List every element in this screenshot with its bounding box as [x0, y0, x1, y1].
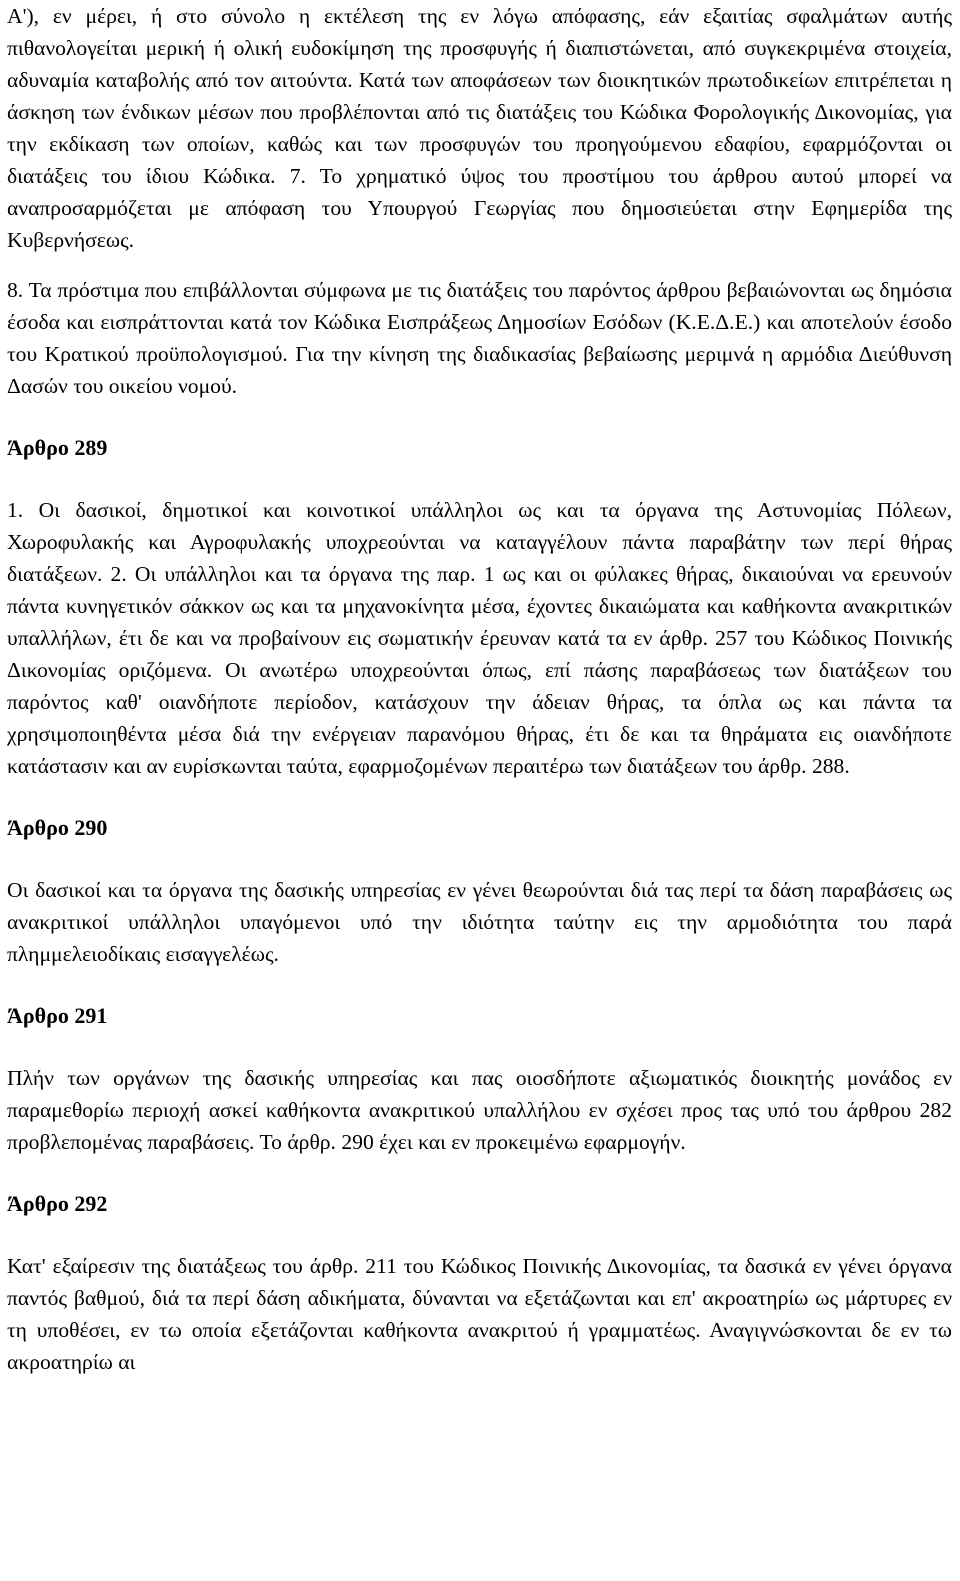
paragraph-article-288-par-8: 8. Τα πρόστιμα που επιβάλλονται σύμφωνα με τις διατάξεις του παρόντος άρθρου βεβαιώνονται ως δημόσια έσοδα και εισπράττονται κατά τον Κώδικα Εισπράξεως Δημοσίων Εσόδων (Κ.Ε.Δ.Ε.) και αποτελούν έσοδο του Κρατικού προϋπολογισμού. Για την κίνηση της διαδικασίας βεβαίωσης μεριμνά η αρμόδια Διεύθυνση Δασών του οικείου νομού.	[7, 278, 952, 398]
spacer	[7, 256, 952, 274]
paragraph-article-289: 1. Οι δασικοί, δημοτικοί και κοινοτικοί υπάλληλοι ως και τα όργανα της Αστυνομίας Πόλεων, Χωροφυλακής και Αγροφυλακής υποχρεούνται να καταγγέλουν πάντα παραβάτην των περί θήρας διατάξεων. 2. Οι υπάλληλοι και τα όργανα της παρ. 1 ως και οι φύλακες θήρας, δικαιούναι να ερευνούν πάντα κυνηγετικόν σάκκον ως και τα μηχανοκίνητα μέσα, έχοντες δικαιώματα και καθήκοντα ανακριτικών υπαλλήλων, έτι δε και να προβαίνουν εις σωματικήν έρευναν κατά τα εν άρθρ. 257 του Κώδικος Ποινικής Δικονομίας οριζόμενα. Οι ανωτέρω υποχρεούνται όπως, επί πάσης παραβάσεως των διατάξεων του παρόντος καθ' οιανδήποτε περίοδον, κατάσχουν την άδειαν θήρας, τα όπλα ως και πάντα τα χρησιμοποιηθέντα μέσα διά την ενέργειαν παρανόμου θήρας, έτι δε και τα θηράματα εις οιανδήποτε κατάστασιν και αν ευρίσκωνται ταύτα, εφαρμοζομένων περαιτέρω των διατάξεων του άρθρ. 288.	[7, 498, 952, 778]
paragraph-article-291: Πλήν των οργάνων της δασικής υπηρεσίας και πας οιοσδήποτε αξιωματικός διοικητής μονάδος εν παραμεθορίω περιοχή ασκεί καθήκοντα ανακριτικού υπαλλήλου εν σχέσει προς τας υπό του άρθρου 282 προβλεπομένας παραβάσεις. Το άρθρ. 290 έχει και εν προκειμένω εφαρμογήν.	[7, 1066, 952, 1154]
heading-article-290: Άρθρο 290	[7, 815, 108, 840]
spacer	[7, 782, 952, 812]
spacer	[7, 464, 952, 494]
paragraph-article-292: Κατ' εξαίρεσιν της διατάξεως του άρθρ. 211 του Κώδικος Ποινικής Δικονομίας, τα δασικά εν γένει όργανα παντός βαθμού, διά τα περί δάση αδικήματα, δύνανται να εξετάζωνται και επ' ακροατηρίω ως μάρτυρες εν τη υποθέσει, εν τω οποία εξετάζονται καθήκοντα ανακριτού ή γραμματέως. Αναγιγνώσκονται δε εν τω ακροατηρίω αι	[7, 1254, 952, 1374]
heading-article-291: Άρθρο 291	[7, 1003, 108, 1028]
spacer	[7, 970, 952, 1000]
heading-article-289: Άρθρο 289	[7, 435, 108, 460]
spacer	[7, 1220, 952, 1250]
spacer	[7, 844, 952, 874]
heading-article-292: Άρθρο 292	[7, 1191, 108, 1216]
paragraph-article-288-continuation: Α'), εν μέρει, ή στο σύνολο η εκτέλεση της εν λόγω απόφασης, εάν εξαιτίας σφαλμάτων αυτής πιθανολογείται μερική ή ολική ευδοκίμηση της προσφυγής ή διαπιστώνεται, από συγκεκριμένα στοιχεία, αδυναμία καταβολής από τον αιτούντα. Κατά των αποφάσεων των διοικητικών πρωτοδικείων επιτρέπεται η άσκηση των ένδικων μέσων που προβλέπονται από τις διατάξεις του Κώδικα Φορολογικής Δικονομίας, για την εκδίκαση των οποίων, καθώς και των προσφυγών του προηγούμενου εδαφίου, εφαρμόζονται οι διατάξεις του ίδιου Κώδικα. 7. Το χρηματικό ύψος του προστίμου του άρθρου αυτού μπορεί να αναπροσαρμόζεται με απόφαση του Υπουργού Γεωργίας που δημοσιεύεται στην Εφημερίδα της Κυβερνήσεως.	[7, 4, 952, 252]
spacer	[7, 1032, 952, 1062]
paragraph-article-290: Οι δασικοί και τα όργανα της δασικής υπηρεσίας εν γένει θεωρούνται διά τας περί τα δάση παραβάσεις ως ανακριτικοί υπάλληλοι υπαγόμενοι υπό την ιδιότητα ταύτην εις την αρμοδιότητα του παρά πλημμελειοδίκαις εισαγγελέως.	[7, 878, 952, 966]
spacer	[7, 402, 952, 432]
spacer	[7, 1158, 952, 1188]
